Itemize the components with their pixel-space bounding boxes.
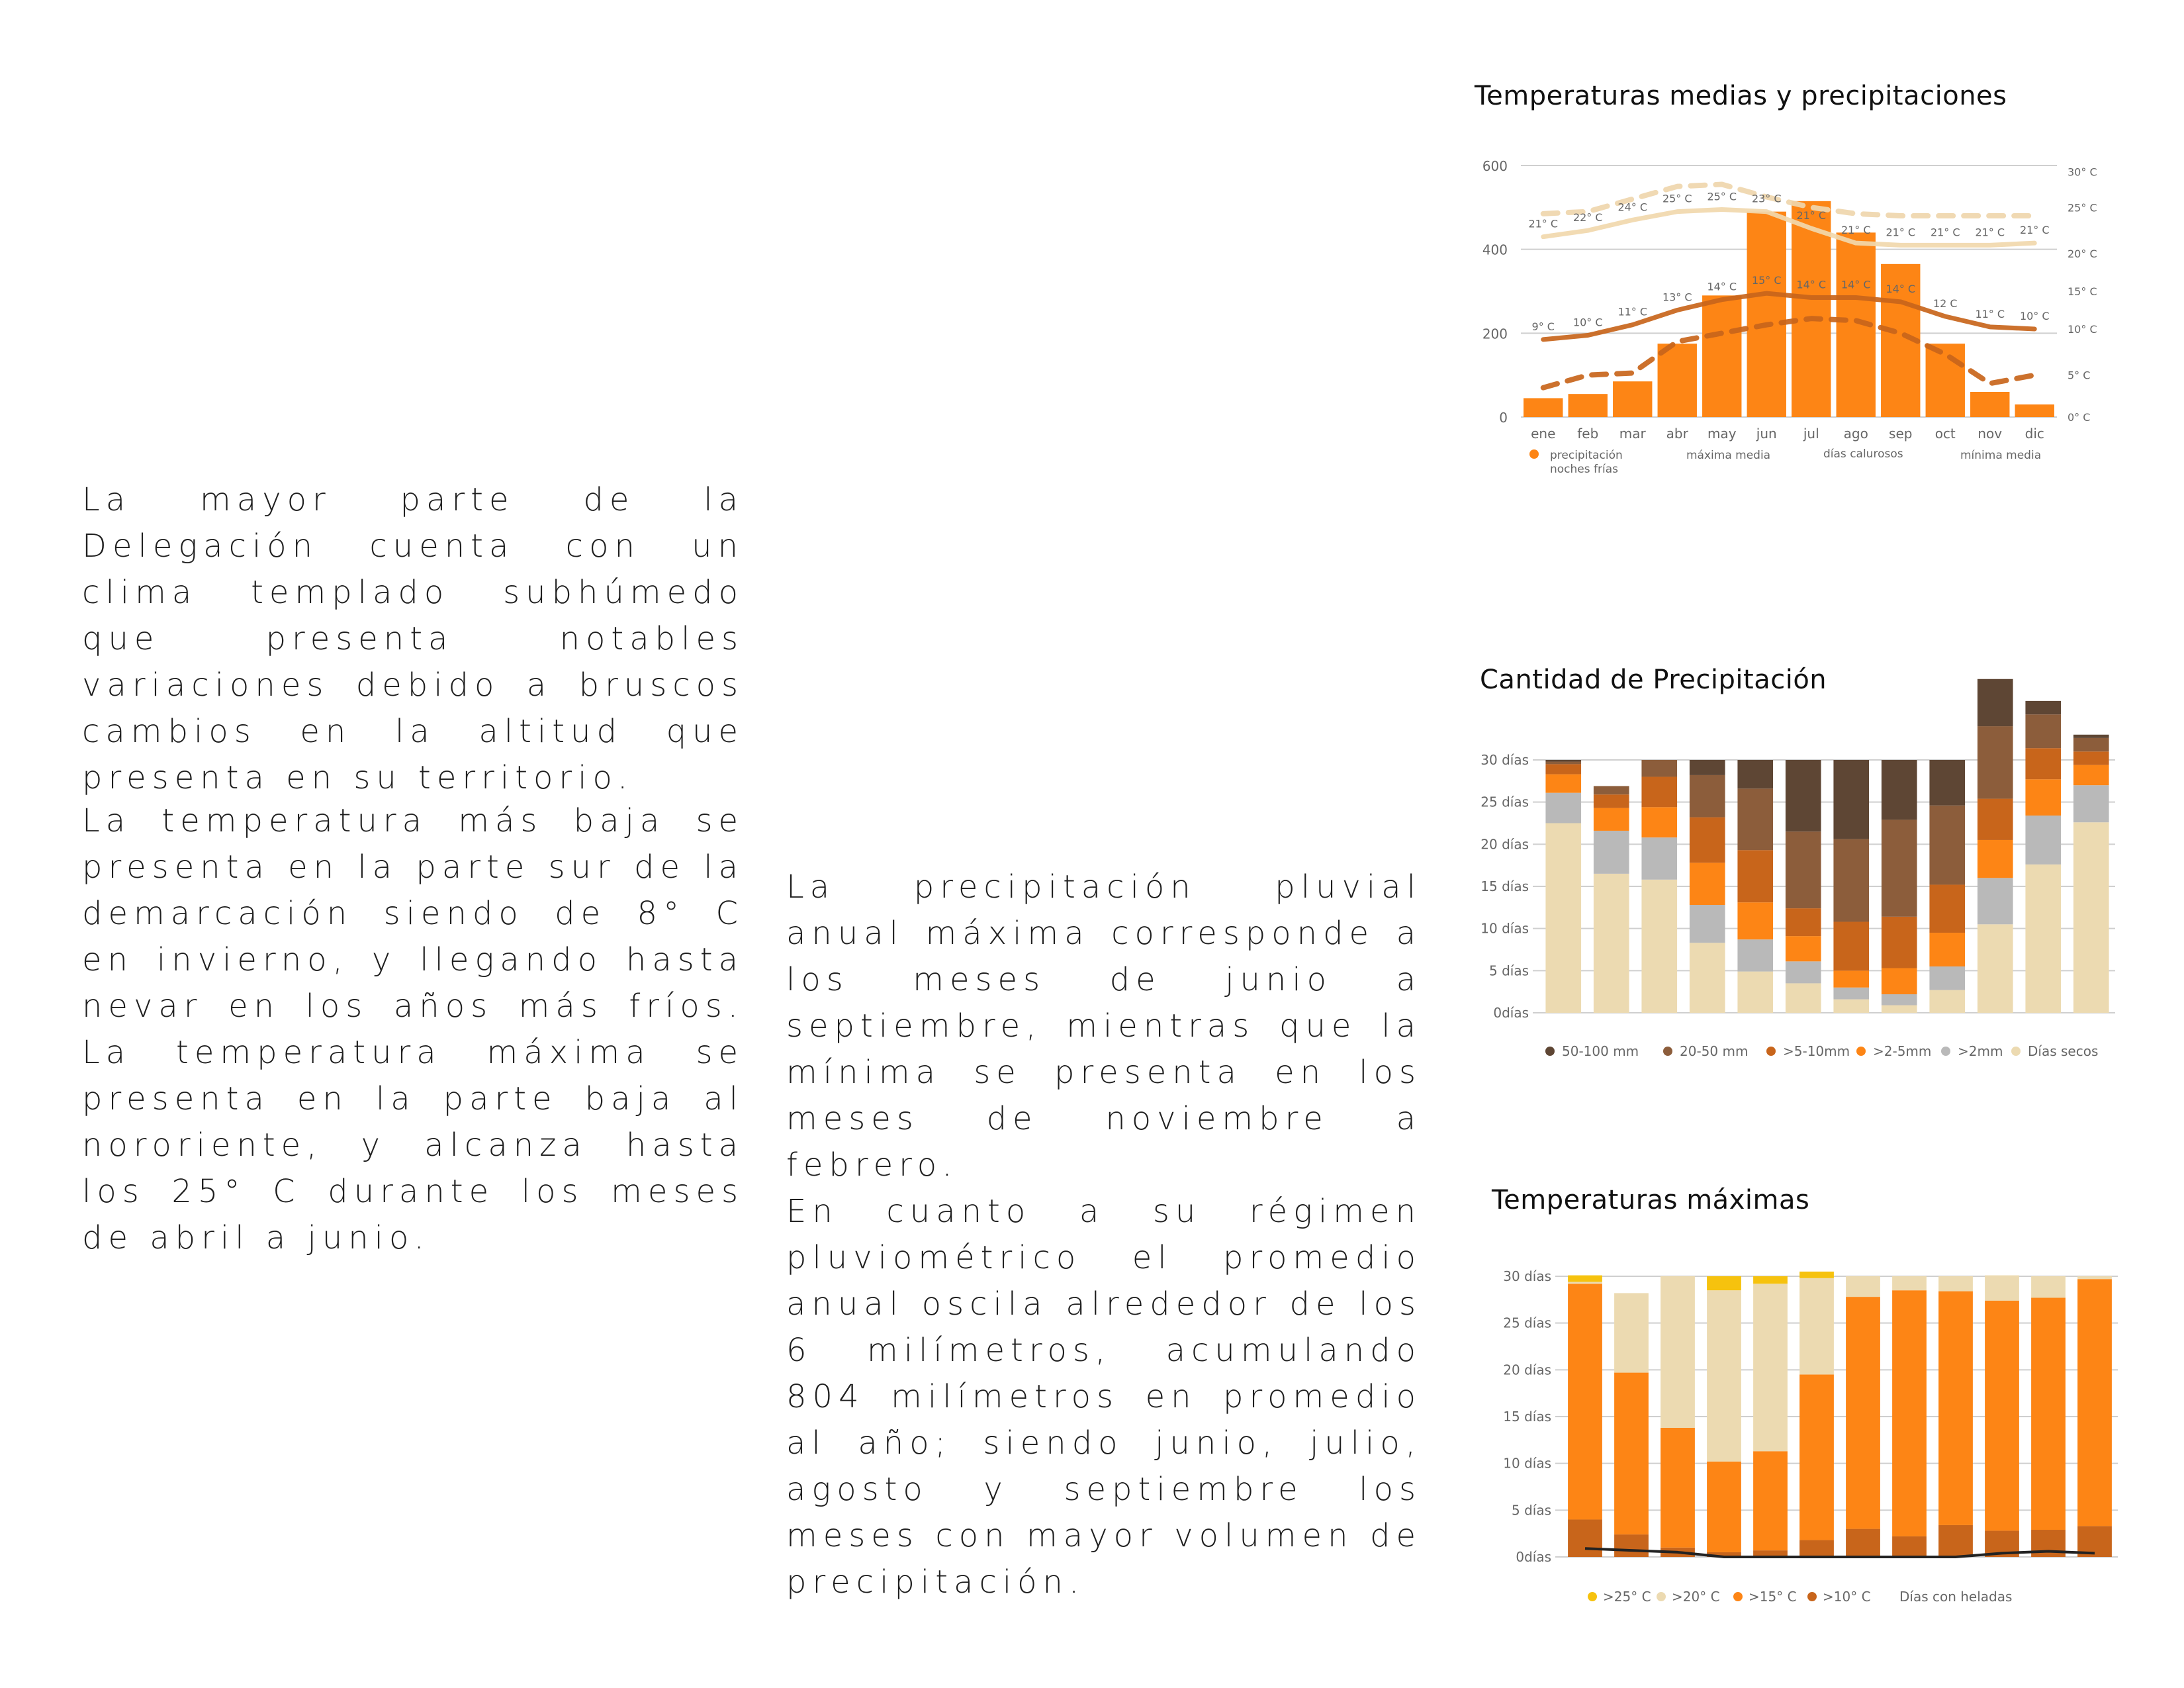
chart1-max-label: 21° C xyxy=(1528,217,1559,230)
chart3-bar-segment xyxy=(1614,1534,1649,1557)
chart1-x-tick: dic xyxy=(2025,426,2044,442)
chart3-y-tick: 25 días xyxy=(1503,1315,1551,1331)
chart3-bar-segment xyxy=(1614,1373,1649,1535)
chart3-legend-label: >15° C xyxy=(1749,1589,1797,1605)
chart3-bar-segment xyxy=(1614,1293,1649,1372)
chart2-bar-segment xyxy=(1545,764,1581,774)
chart2-bar-segment xyxy=(1786,760,1821,831)
chart3-legend-dot xyxy=(1733,1592,1743,1601)
chart3-legend-label: Días con heladas xyxy=(1899,1589,2013,1605)
chart1-y2-tick: 0° C xyxy=(2068,411,2091,424)
chart2-bar-segment xyxy=(2025,865,2061,1013)
chart2-legend-label: >2-5mm xyxy=(1873,1043,1932,1059)
chart1-x-tick: nov xyxy=(1978,426,2003,442)
chart2-legend-label: 20-50 mm xyxy=(1680,1043,1749,1059)
chart2-bar-segment xyxy=(1690,818,1725,863)
paragraph-clima: La mayor parte de la Delegación cuenta con un clima templado subhúmedo que presenta notables variaciones debido a bruscos cambios en la altitud que presenta en su territorio. xyxy=(82,481,744,796)
chart2-bar-segment xyxy=(1690,863,1725,905)
chart1-bar xyxy=(1970,392,2009,417)
chart3-y-tick: 0días xyxy=(1516,1549,1551,1565)
chart2-bar-segment xyxy=(1545,793,1581,823)
chart1-bar xyxy=(2015,404,2054,417)
chart2-legend-dot xyxy=(2011,1047,2021,1056)
paragraph-temperatura: La temperatura más baja se presenta en la parte sur de la demarcación siendo de 8° C en invierno, y llegando hasta nevar en los años más fríos. La temperatura máxima se presenta en la parte baja al nororiente, y alcanza hasta los 25° C durante los meses de abril a junio. xyxy=(82,802,744,1256)
chart3-bar-segment xyxy=(1568,1276,1602,1282)
chart1-y-tick: 200 xyxy=(1482,326,1508,342)
chart3-y-tick: 20 días xyxy=(1503,1362,1551,1378)
chart2-bar-segment xyxy=(1929,884,1965,933)
chart2-bar-segment xyxy=(1833,839,1869,922)
chart2-bar-segment xyxy=(1978,679,2013,726)
chart1-legend-label: días calurosos xyxy=(1823,447,1903,461)
chart2-bar-segment xyxy=(2025,779,2061,816)
chart3-y-tick: 30 días xyxy=(1503,1268,1551,1284)
chart3-bar-segment xyxy=(2031,1276,2066,1298)
chart3-bar-segment xyxy=(2077,1276,2112,1279)
chart2-bar-segment xyxy=(1882,994,1917,1006)
chart2-bar-segment xyxy=(1929,966,1965,990)
chart2-bar-segment xyxy=(1786,936,1821,961)
chart2-bar-segment xyxy=(1594,831,1629,874)
chart2-bar-segment xyxy=(1978,840,2013,878)
chart2-legend-label: Días secos xyxy=(2028,1043,2099,1059)
chart3-title: Temperaturas máximas xyxy=(1492,1185,1810,1215)
chart1-y-tick: 600 xyxy=(1482,158,1508,174)
chart2-bar-segment xyxy=(1594,786,1629,794)
chart2-bar-segment xyxy=(1690,775,1725,818)
chart1-bar xyxy=(1524,399,1563,418)
chart2-bar-segment xyxy=(1545,774,1581,793)
chart1-min-label: 11° C xyxy=(1617,305,1648,318)
chart2-bar-segment xyxy=(1833,921,1869,970)
chart2-bar-segment xyxy=(1882,968,1917,994)
chart2-bar-segment xyxy=(1978,878,2013,924)
chart2-legend-dot xyxy=(1663,1047,1672,1056)
chart3-legend-dot xyxy=(1588,1592,1597,1601)
chart2-bar-segment xyxy=(1882,1006,1917,1013)
chart3-bar-segment xyxy=(1707,1462,1741,1552)
chart2-bar-segment xyxy=(1882,820,1917,916)
chart3-y-tick: 10 días xyxy=(1503,1455,1551,1472)
chart2-y-tick: 30 días xyxy=(1480,752,1529,768)
chart1-legend-label: precipitación xyxy=(1550,449,1623,462)
chart1-series-line xyxy=(1543,210,2035,246)
chart1-max-label: 22° C xyxy=(1572,211,1603,224)
chart2-y-tick: 15 días xyxy=(1480,878,1529,894)
chart1-x-tick: may xyxy=(1707,426,1737,442)
chart3-bar-segment xyxy=(1661,1276,1695,1428)
chart2-bar-segment xyxy=(1786,961,1821,983)
chart2-bar-segment xyxy=(1545,823,1581,1013)
chart1-bar xyxy=(1569,394,1608,417)
chart1-x-tick: jul xyxy=(1803,426,1819,442)
chart2-legend-dot xyxy=(1941,1047,1950,1056)
chart3-bar-segment xyxy=(1846,1529,1880,1557)
chart1-y2-tick: 25° C xyxy=(2068,201,2097,214)
chart3-bar-segment xyxy=(1846,1276,1880,1297)
chart2-y-tick: 5 días xyxy=(1488,962,1529,979)
chart2-bar-segment xyxy=(1594,808,1629,831)
chart1-x-tick: mar xyxy=(1619,426,1646,442)
chart2-bar-segment xyxy=(1641,837,1677,880)
paragraph-precipitacion: La precipitación pluvial anual máxima corresponde a los meses de junio a septiembre, mientras que la mínima se presenta en los meses de noviembre a febrero. xyxy=(786,868,1422,1184)
chart1-x-tick: sep xyxy=(1889,426,1913,442)
chart3-bar-segment xyxy=(2031,1298,2066,1530)
chart2-legend-dot xyxy=(1545,1047,1555,1056)
chart2-bar-segment xyxy=(1978,924,2013,1013)
chart2-bar-segment xyxy=(1833,760,1869,839)
chart3-bar-segment xyxy=(1846,1297,1880,1529)
chart3-y-tick: 5 días xyxy=(1511,1502,1551,1519)
chart3-bar-segment xyxy=(1568,1282,1602,1284)
chart1-max-label: 21° C xyxy=(2019,224,2050,237)
chart1-bar xyxy=(1702,295,1741,417)
chart3-legend-label: >10° C xyxy=(1823,1589,1871,1605)
chart2-bar-segment xyxy=(1690,943,1725,1013)
chart1-series-line xyxy=(1543,185,2035,216)
chart3-bar-segment xyxy=(1938,1525,1973,1557)
chart2-title: Cantidad de Precipitación xyxy=(1480,665,1827,695)
chart2-legend-dot xyxy=(1766,1047,1776,1056)
chart3-bar-segment xyxy=(1799,1374,1834,1540)
chart1-max-label: 21° C xyxy=(1796,209,1827,222)
chart2-bar-segment xyxy=(2025,701,2061,714)
chart2-bar-segment xyxy=(2025,714,2061,748)
chart1-x-tick: abr xyxy=(1666,426,1688,442)
chart2-bar-segment xyxy=(1737,760,1773,788)
chart2-bar-segment xyxy=(2073,751,2109,765)
chart1-min-label: 9° C xyxy=(1531,320,1555,333)
chart2-bar-segment xyxy=(1641,880,1677,1013)
chart2-bar-segment xyxy=(1641,776,1677,807)
chart2-bar-segment xyxy=(1737,972,1773,1013)
chart2-bar-segment xyxy=(1882,917,1917,968)
chart2-y-tick: 10 días xyxy=(1480,920,1529,937)
chart1-min-label: 11° C xyxy=(1975,307,2005,320)
chart1-max-label: 21° C xyxy=(1975,226,2005,239)
chart2-bar-segment xyxy=(2025,816,2061,865)
chart1-max-label: 21° C xyxy=(1886,226,1916,239)
chart1-max-label: 24° C xyxy=(1617,201,1648,214)
chart3-legend-label: >20° C xyxy=(1672,1589,1720,1605)
chart1-y2-tick: 5° C xyxy=(2068,369,2091,382)
chart1-max-label: 25° C xyxy=(1707,190,1737,203)
chart1-y2-tick: 10° C xyxy=(2068,323,2097,336)
chart1-x-tick: ago xyxy=(1843,426,1868,442)
chart3-bar-segment xyxy=(2077,1279,2112,1526)
chart1-y2-tick: 20° C xyxy=(2068,248,2097,260)
chart2-bar-segment xyxy=(2073,735,2109,738)
chart2-y-tick: 20 días xyxy=(1480,836,1529,853)
chart2-bar-segment xyxy=(1786,908,1821,936)
paragraph-regimen: En cuanto a su régimen pluviométrico el promedio anual oscila alrededor de los 6 milímetros, acumulando 804 milímetros en promedio al año; siendo junio, julio, agosto y septiembre los meses con mayor volumen de precipitación. xyxy=(786,1193,1422,1601)
chart2-bar-segment xyxy=(1786,983,1821,1013)
chart2-bar-segment xyxy=(1545,760,1581,762)
chart2-legend-label: 50-100 mm xyxy=(1562,1043,1639,1059)
chart2-bar-segment xyxy=(1929,933,1965,966)
chart2-legend-label: >5-10mm xyxy=(1783,1043,1850,1059)
chart1-x-tick: jun xyxy=(1756,426,1777,442)
chart3-bar-segment xyxy=(1568,1284,1602,1519)
chart2-bar-segment xyxy=(1737,850,1773,902)
chart1-min-label: 14° C xyxy=(1796,278,1827,291)
chart2-bar-segment xyxy=(1929,990,1965,1013)
chart1-y2-tick: 30° C xyxy=(2068,165,2097,179)
chart3-bar-segment xyxy=(1799,1278,1834,1375)
chart2-bar-segment xyxy=(1978,799,2013,840)
chart3-bar-segment xyxy=(1707,1290,1741,1462)
chart2-y-tick: 0días xyxy=(1493,1005,1529,1021)
chart3-bar-segment xyxy=(1753,1451,1788,1550)
chart1-max-label: 25° C xyxy=(1662,192,1692,205)
chart1-legend-label: noches frías xyxy=(1550,463,1618,476)
chart3-bar-segment xyxy=(1985,1276,2019,1301)
chart3-bar-segment xyxy=(1892,1290,1927,1536)
chart1-min-label: 13° C xyxy=(1662,291,1692,304)
chart1-y2-tick: 15° C xyxy=(2068,285,2097,298)
chart2-bar-segment xyxy=(1737,788,1773,850)
chart2-bar-segment xyxy=(1545,762,1581,765)
chart2-bar-segment xyxy=(2073,785,2109,822)
chart1-min-label: 15° C xyxy=(1751,274,1782,287)
chart2-bar-segment xyxy=(1833,1000,1869,1013)
chart3-bar-segment xyxy=(1753,1284,1788,1451)
chart1-min-label: 10° C xyxy=(2019,310,2050,322)
chart2-bar-segment xyxy=(1641,760,1677,776)
chart3-legend-dot xyxy=(1657,1592,1666,1601)
chart3-bar-segment xyxy=(1938,1291,1973,1525)
chart1-max-label: 21° C xyxy=(1930,226,1960,239)
chart1-max-label: 21° C xyxy=(1841,224,1871,237)
chart1-legend-label: máxima media xyxy=(1686,449,1771,462)
chart3-legend-label: >25° C xyxy=(1603,1589,1651,1605)
chart3-bar-segment xyxy=(1985,1301,2019,1531)
chart1-max-label: 23° C xyxy=(1751,192,1782,205)
chart3-bar-segment xyxy=(1707,1276,1741,1290)
chart1-bar xyxy=(1658,344,1697,417)
chart2-bar-segment xyxy=(2025,748,2061,779)
chart1-legend-label: mínima media xyxy=(1960,449,2042,462)
chart3-y-tick: 15 días xyxy=(1503,1409,1551,1425)
chart1-legend-dot xyxy=(1529,449,1539,459)
chart3-bar-segment xyxy=(1892,1276,1927,1290)
chart3-bar-segment xyxy=(1568,1519,1602,1557)
chart2-bar-segment xyxy=(1929,806,1965,885)
chart1-min-label: 14° C xyxy=(1841,278,1871,291)
chart1-bar xyxy=(1747,212,1786,417)
chart1-x-tick: ene xyxy=(1531,426,1556,442)
chart2-bar-segment xyxy=(2073,738,2109,751)
chart1-y-tick: 0 xyxy=(1499,410,1508,426)
chart3-legend-dot xyxy=(1807,1592,1817,1601)
chart2-bar-segment xyxy=(1833,970,1869,987)
chart1-x-tick: feb xyxy=(1577,426,1599,442)
chart1-title: Temperaturas medias y precipitaciones xyxy=(1475,81,2007,111)
chart2-bar-segment xyxy=(2073,822,2109,1013)
chart2-legend-label: >2mm xyxy=(1958,1043,2003,1059)
chart2-bar-segment xyxy=(1978,726,2013,799)
chart2-bar-segment xyxy=(1594,874,1629,1013)
chart3-bar-segment xyxy=(1753,1276,1788,1284)
chart2-bar-segment xyxy=(1690,905,1725,943)
chart1-min-label: 10° C xyxy=(1572,316,1603,329)
chart3-bar-segment xyxy=(1799,1540,1834,1557)
chart3-bar-segment xyxy=(1938,1276,1973,1291)
chart1-bar xyxy=(1613,381,1652,417)
chart1-min-label: 14° C xyxy=(1886,282,1916,295)
chart3-bar-segment xyxy=(1892,1536,1927,1557)
chart2-legend-dot xyxy=(1856,1047,1866,1056)
chart1-x-tick: oct xyxy=(1934,426,1956,442)
chart2-bar-segment xyxy=(1690,760,1725,775)
chart2-y-tick: 25 días xyxy=(1480,794,1529,810)
chart2-bar-segment xyxy=(1833,988,1869,1000)
chart3-bar-segment xyxy=(1799,1272,1834,1278)
chart1-bar xyxy=(1926,344,1965,417)
chart3-bar-segment xyxy=(1661,1428,1695,1548)
chart2-bar-segment xyxy=(1737,902,1773,939)
chart1-y-tick: 400 xyxy=(1482,242,1508,258)
chart2-bar-segment xyxy=(1786,831,1821,908)
chart1-min-label: 14° C xyxy=(1707,280,1737,293)
chart2-bar-segment xyxy=(1882,760,1917,820)
chart2-bar-segment xyxy=(1641,807,1677,837)
chart2-bar-segment xyxy=(2073,765,2109,786)
chart2-bar-segment xyxy=(1594,794,1629,808)
chart2-bar-segment xyxy=(1929,760,1965,806)
chart1-min-label: 12 C xyxy=(1933,297,1958,310)
chart2-bar-segment xyxy=(1737,939,1773,971)
